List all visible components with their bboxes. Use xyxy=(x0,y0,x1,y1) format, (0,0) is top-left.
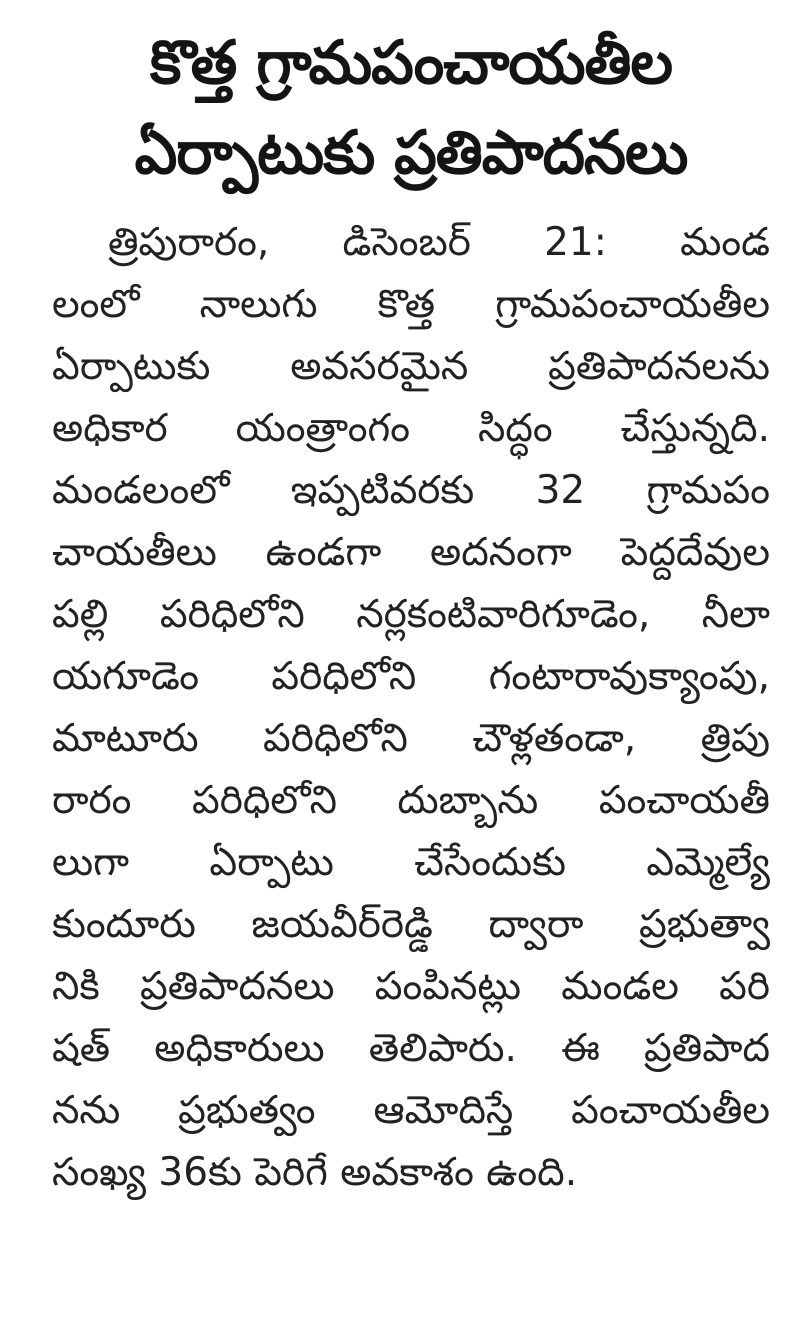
article-headline xyxy=(52,18,770,198)
body-line: లుగా ఏర్పాటు చేసేందుకు ఎమ్మెల్యే xyxy=(52,840,770,885)
body-line: షత్ అధికారులు తెలిపారు. ఈ ప్రతిపాద xyxy=(52,1026,770,1071)
body-line: లంలో నాలుగు కొత్త గ్రామపంచాయతీల xyxy=(52,282,770,327)
article-body xyxy=(52,212,770,1204)
body-line: నను ప్రభుత్వం ఆమోదిస్తే పంచాయతీల xyxy=(52,1088,770,1133)
body-line: త్రిపురారం, డిసెంబర్ 21: మండ xyxy=(108,220,770,265)
headline-line-2: ఏర్పాటుకు ప్రతిపాదనలు xyxy=(134,118,688,188)
body-line: చాయతీలు ఉండగా అదనంగా పెద్దదేవుల xyxy=(52,530,770,575)
body-line: కుందూరు జయవీర్‌రెడ్డి ద్వారా ప్రభుత్వా xyxy=(52,902,770,947)
body-line: మాటూరు పరిధిలోని చౌళ్లతండా, త్రిపు xyxy=(52,716,770,761)
body-line: రారం పరిధిలోని దుబ్బాను పంచాయతీ xyxy=(52,778,770,823)
body-line: నికి ప్రతిపాదనలు పంపినట్లు మండల పరి xyxy=(52,964,770,1009)
body-line: ఏర్పాటుకు అవసరమైన ప్రతిపాదనలను xyxy=(52,344,770,389)
body-line: యగూడెం పరిధిలోని గంటారావుక్యాంపు, xyxy=(52,654,770,699)
body-line: మండలంలో ఇప్పటివరకు 32 గ్రామపం xyxy=(52,468,770,513)
body-line: పల్లి పరిధిలోని నర్లకంటివారిగూడెం, నీలా xyxy=(52,592,770,637)
body-line: సంఖ్య 36కు పెరిగే అవకాశం ఉంది. xyxy=(52,1150,578,1195)
body-line: అధికార యంత్రాంగం సిద్ధం చేస్తున్నది. xyxy=(52,406,770,451)
headline-line-1: కొత్త గ్రామపంచాయతీల xyxy=(149,28,673,98)
